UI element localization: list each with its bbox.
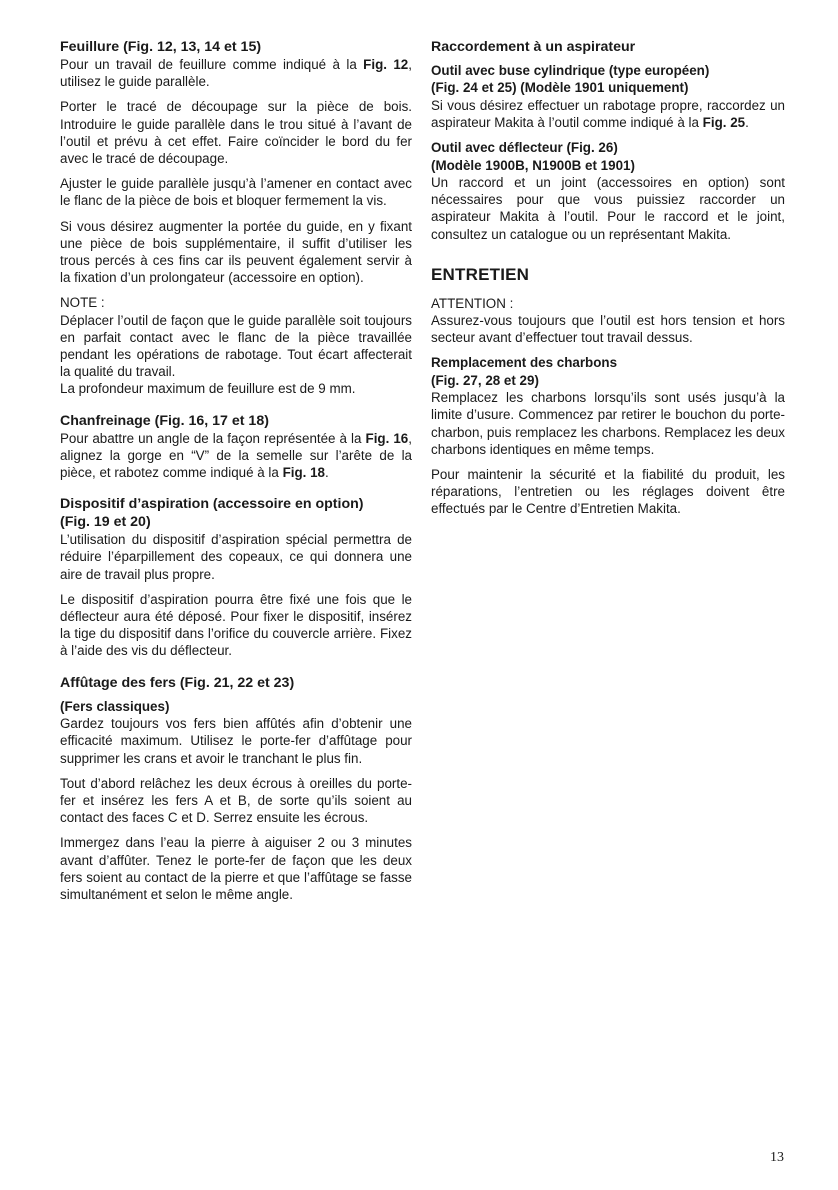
- text-run: Pour abattre un angle de la façon représentée à la: [60, 430, 366, 446]
- paragraph: L’utilisation du dispositif d’aspiration spécial permettra de réduire l’éparpillement des copeaux, ce qui donnera une aire de travail plus propre.: [60, 532, 412, 582]
- section-title-feuillure: Feuillure (Fig. 12, 13, 14 et 15): [60, 39, 262, 55]
- paragraph: Pour maintenir la sécurité et la fiabilité du produit, les réparations, l’entretien ou les réglages doivent être effectués par le Centre d’Entretien Makita.: [431, 467, 785, 517]
- heading-entretien: ENTRETIEN: [431, 264, 530, 284]
- paragraph: Si vous désirez augmenter la portée du guide, en y fixant une pièce de bois supplémentaire, il suffit d’utiliser les trous percés à ces fins car ils peuvent également servir à la fixation d’un prolongateur (accessoire en option).: [60, 218, 412, 286]
- subsection-title-buse: Outil avec buse cylindrique (type européen): [431, 63, 710, 78]
- section-title-aspiration: Dispositif d’aspiration (accessoire en option): [60, 496, 364, 513]
- text-run: , utilisez le guide parallèle.: [60, 57, 412, 90]
- section-feuillure: [60, 38, 412, 398]
- page-number: 13: [770, 1150, 784, 1165]
- text-run: , alignez la gorge en “V” de la semelle sur l’arête de la pièce, et rabotez comme indiqué à la: [60, 430, 412, 481]
- figure-reference: Fig. 25: [702, 115, 746, 131]
- note-label: NOTE :: [60, 295, 105, 311]
- subsection-title-charbons-figs: (Fig. 27, 28 et 29): [431, 372, 539, 388]
- paragraph: Un raccord et un joint (accessoires en option) sont nécessaires pour que vous puissiez raccorder un aspirateur Makita à l’outil. Pour le raccord et le joint, consultez un catalogue ou un représentant Makita.: [431, 175, 785, 242]
- paragraph: [431, 97, 785, 131]
- section-entretien: [431, 265, 785, 518]
- text-run: .: [745, 115, 749, 131]
- section-raccordement: [431, 38, 785, 243]
- subsection-title-deflecteur-models: (Modèle 1900B, N1900B et 1901): [431, 157, 635, 173]
- paragraph: Le dispositif d’aspiration pourra être fixé une fois que le déflecteur aura été déposé. Pour fixer le dispositif, insérez la tige du dispositif dans l’orifice du couvercle arrière. Fixez à l’aide des vis du déflecteur.: [60, 591, 412, 659]
- attention-label: ATTENTION :: [431, 295, 514, 311]
- note-depth: La profondeur maximum de feuillure est de 9 mm.: [60, 381, 356, 397]
- text-run: .: [324, 465, 329, 481]
- subsection-title-buse-figs: (Fig. 24 et 25) (Modèle 1901 uniquement): [431, 80, 689, 96]
- section-title-raccordement: Raccordement à un aspirateur: [431, 39, 636, 55]
- paragraph: Gardez toujours vos fers bien affûtés afin d’obtenir une efficacité maximum. Utilisez le porte-fer d’affûtage pour supprimer les crans et avoir le tranchant le plus fin.: [60, 716, 412, 766]
- section-title-affutage: Affûtage des fers (Fig. 21, 22 et 23): [60, 674, 295, 691]
- section-chanfreinage: [60, 412, 412, 482]
- text-run: Pour un travail de feuillure comme indiqué à la: [60, 57, 364, 72]
- paragraph: Tout d’abord relâchez les deux écrous à oreilles du porte-fer et insérez les fers A et B, de sorte qu’ils soient au contact des faces C et D. Serrez ensuite les écrous.: [60, 775, 412, 826]
- section-aspiration: [60, 495, 412, 659]
- paragraph: Remplacez les charbons lorsqu’ils sont usés jusqu’à la limite d’usure. Commencez par retirer le bouchon du porte-charbon, puis remplacez les charbons. Remplacez les deux charbons identiques en même temps.: [431, 390, 785, 457]
- paragraph: Immergez dans l’eau la pierre à aiguiser 2 ou 3 minutes avant d’affûter. Tenez le porte-fer de façon que les deux fers soient au contact de la pierre et que l’affûtage se fasse simultanément et selon le même angle.: [60, 835, 412, 902]
- attention-text: Assurez-vous toujours que l’outil est hors tension et hors secteur avant d’effectuer tout travail dessus.: [431, 313, 785, 346]
- subsection-title-fers-classiques: (Fers classiques): [60, 698, 170, 714]
- text-run: Si vous désirez effectuer un rabotage propre, raccordez un aspirateur Makita à l’outil comme indiqué à la: [431, 97, 785, 131]
- section-title-chanfreinage: Chanfreinage (Fig. 16, 17 et 18): [60, 412, 269, 429]
- subsection-title-charbons: Remplacement des charbons: [431, 355, 618, 371]
- section-title-aspiration-figs: (Fig. 19 et 20): [60, 514, 151, 531]
- paragraph: Ajuster le guide parallèle jusqu’à l’amener en contact avec le flanc de la pièce de bois et bloquer fermement la vis.: [60, 176, 412, 209]
- subsection-title-deflecteur: Outil avec déflecteur (Fig. 26): [431, 140, 618, 156]
- right-column: [431, 38, 785, 526]
- figure-reference: Fig. 16: [365, 430, 409, 446]
- paragraph: [60, 430, 412, 482]
- note-text: Déplacer l’outil de façon que le guide parallèle soit toujours en parfait contact avec le flanc de la pièce travaillée pendant les opérations de rabotage. Tout écart affecterait la qualité du travail.: [60, 312, 412, 380]
- left-column: [60, 38, 412, 911]
- paragraph: [60, 56, 412, 90]
- figure-reference: Fig. 18: [282, 465, 325, 481]
- figure-reference: Fig. 12: [363, 57, 409, 72]
- section-affutage: [60, 674, 412, 903]
- paragraph: Porter le tracé de découpage sur la pièce de bois. Introduire le guide parallèle dans le trou situé à l’avant de l’outil et prévu à cet effet. Faire coïncider le bord du fer avec le tracé de découpage.: [60, 99, 412, 167]
